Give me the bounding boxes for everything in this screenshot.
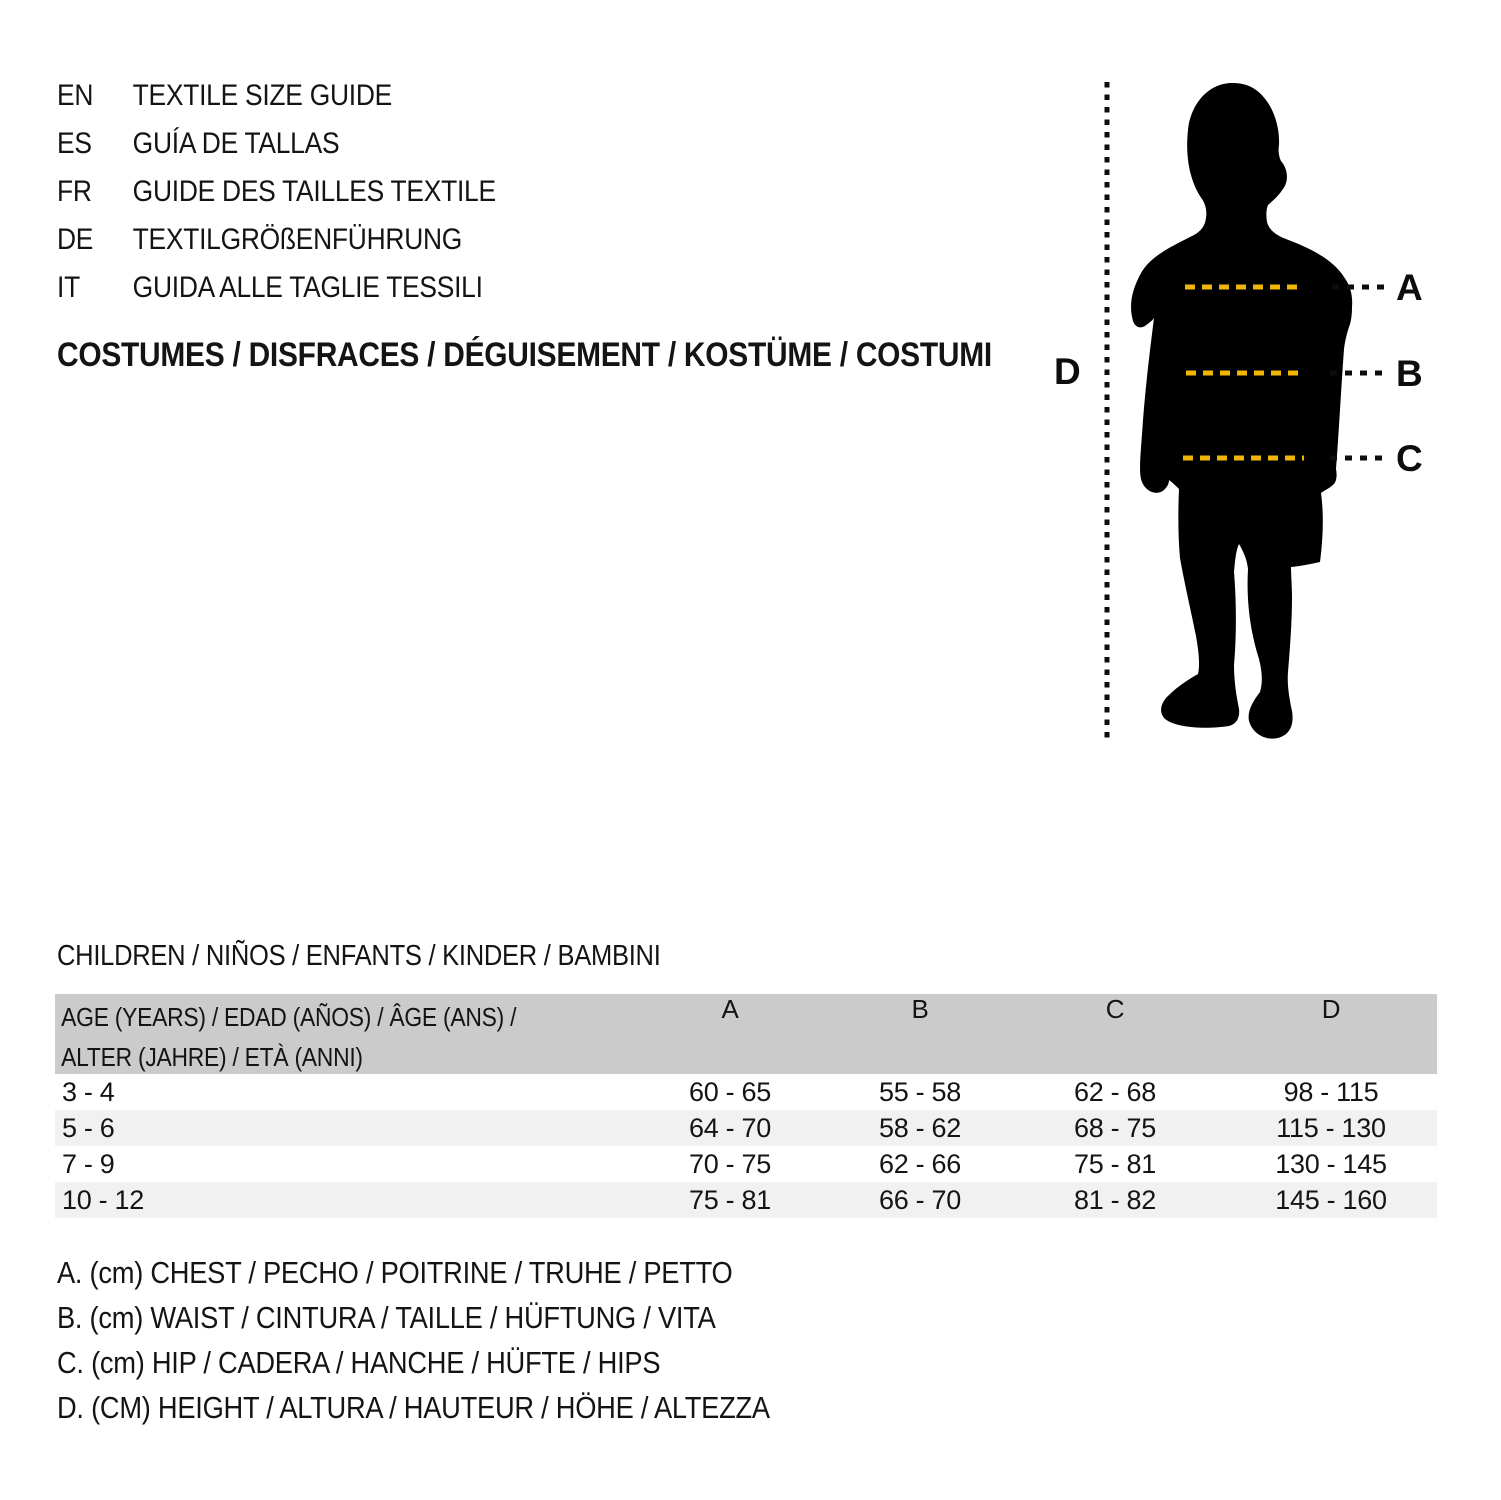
guide-title-de: TEXTILGRÖßENFÜHRUNG <box>132 223 463 256</box>
guide-title-fr: GUIDE DES TAILLES TEXTILE <box>132 175 496 208</box>
age-value: 5 - 6 <box>62 1112 115 1143</box>
waist-range: 62 - 66 <box>879 1148 961 1179</box>
waist-label-b: B <box>1396 353 1423 394</box>
table-row <box>55 1074 1437 1110</box>
age-column-header <box>55 994 625 1074</box>
guide-title-es: GUÍA DE TALLAS <box>132 127 340 160</box>
language-code: ES <box>57 127 92 160</box>
legend-waist: B. (cm) WAIST / CINTURA / TAILLE / HÜFTUNG / VITA <box>57 1299 716 1335</box>
list-item <box>57 216 496 264</box>
hip-range: 68 - 75 <box>1074 1112 1156 1143</box>
height-range: 115 - 130 <box>1276 1112 1386 1143</box>
children-size-table <box>55 994 1437 1218</box>
guide-title-en: TEXTILE SIZE GUIDE <box>132 79 392 112</box>
waist-range: 66 - 70 <box>879 1184 961 1215</box>
waist-range: 58 - 62 <box>879 1112 961 1143</box>
age-value: 7 - 9 <box>62 1148 115 1179</box>
column-header-c: C <box>1105 994 1125 1024</box>
table-row <box>55 1146 1437 1182</box>
height-range: 145 - 160 <box>1275 1184 1387 1215</box>
chest-range: 64 - 70 <box>689 1112 771 1143</box>
children-section-title: CHILDREN / NIÑOS / ENFANTS / KINDER / BAMBINI <box>57 940 661 972</box>
child-measurement-figure <box>1040 60 1500 760</box>
age-header-line2: ALTER (JAHRE) / ETÀ (ANNI) <box>61 1042 363 1072</box>
height-label-d: D <box>1054 351 1081 392</box>
waist-range: 55 - 58 <box>879 1076 961 1107</box>
hip-label-c: C <box>1396 438 1423 479</box>
legend-height: D. (CM) HEIGHT / ALTURA / HAUTEUR / HÖHE / ALTEZZA <box>57 1389 770 1425</box>
chest-label-a: A <box>1396 267 1423 308</box>
language-guide-list <box>57 72 556 312</box>
age-value: 3 - 4 <box>62 1076 115 1107</box>
height-range: 98 - 115 <box>1283 1076 1379 1107</box>
language-code: DE <box>57 223 94 256</box>
child-silhouette <box>1131 83 1352 739</box>
age-header-line1: AGE (YEARS) / EDAD (AÑOS) / ÂGE (ANS) / <box>61 1002 517 1032</box>
page-title: COSTUMES / DISFRACES / DÉGUISEMENT / KOSTÜME / COSTUMI <box>57 336 992 374</box>
height-range: 130 - 145 <box>1275 1148 1387 1179</box>
guide-title-it: GUIDA ALLE TAGLIE TESSILI <box>132 271 483 304</box>
language-code: EN <box>57 79 94 112</box>
table-row <box>55 1182 1437 1218</box>
table-row <box>55 1110 1437 1146</box>
column-header-a: A <box>721 994 739 1024</box>
list-item <box>57 168 496 216</box>
measurement-legend <box>57 1250 867 1430</box>
language-code: IT <box>57 271 80 304</box>
hip-range: 81 - 82 <box>1074 1184 1156 1215</box>
legend-chest: A. (cm) CHEST / PECHO / POITRINE / TRUHE / PETTO <box>57 1254 733 1290</box>
chest-range: 60 - 65 <box>689 1076 771 1107</box>
column-header-d: D <box>1321 994 1341 1024</box>
age-value: 10 - 12 <box>62 1184 144 1215</box>
hip-range: 75 - 81 <box>1074 1148 1156 1179</box>
list-item <box>57 120 496 168</box>
language-code: FR <box>57 175 92 208</box>
chest-range: 75 - 81 <box>689 1184 771 1215</box>
list-item <box>57 264 496 312</box>
legend-hip: C. (cm) HIP / CADERA / HANCHE / HÜFTE / HIPS <box>57 1344 661 1380</box>
column-header-b: B <box>911 994 929 1024</box>
chest-range: 70 - 75 <box>689 1148 771 1179</box>
table-header-row <box>55 994 1437 1074</box>
hip-range: 62 - 68 <box>1074 1076 1156 1107</box>
list-item <box>57 72 496 120</box>
